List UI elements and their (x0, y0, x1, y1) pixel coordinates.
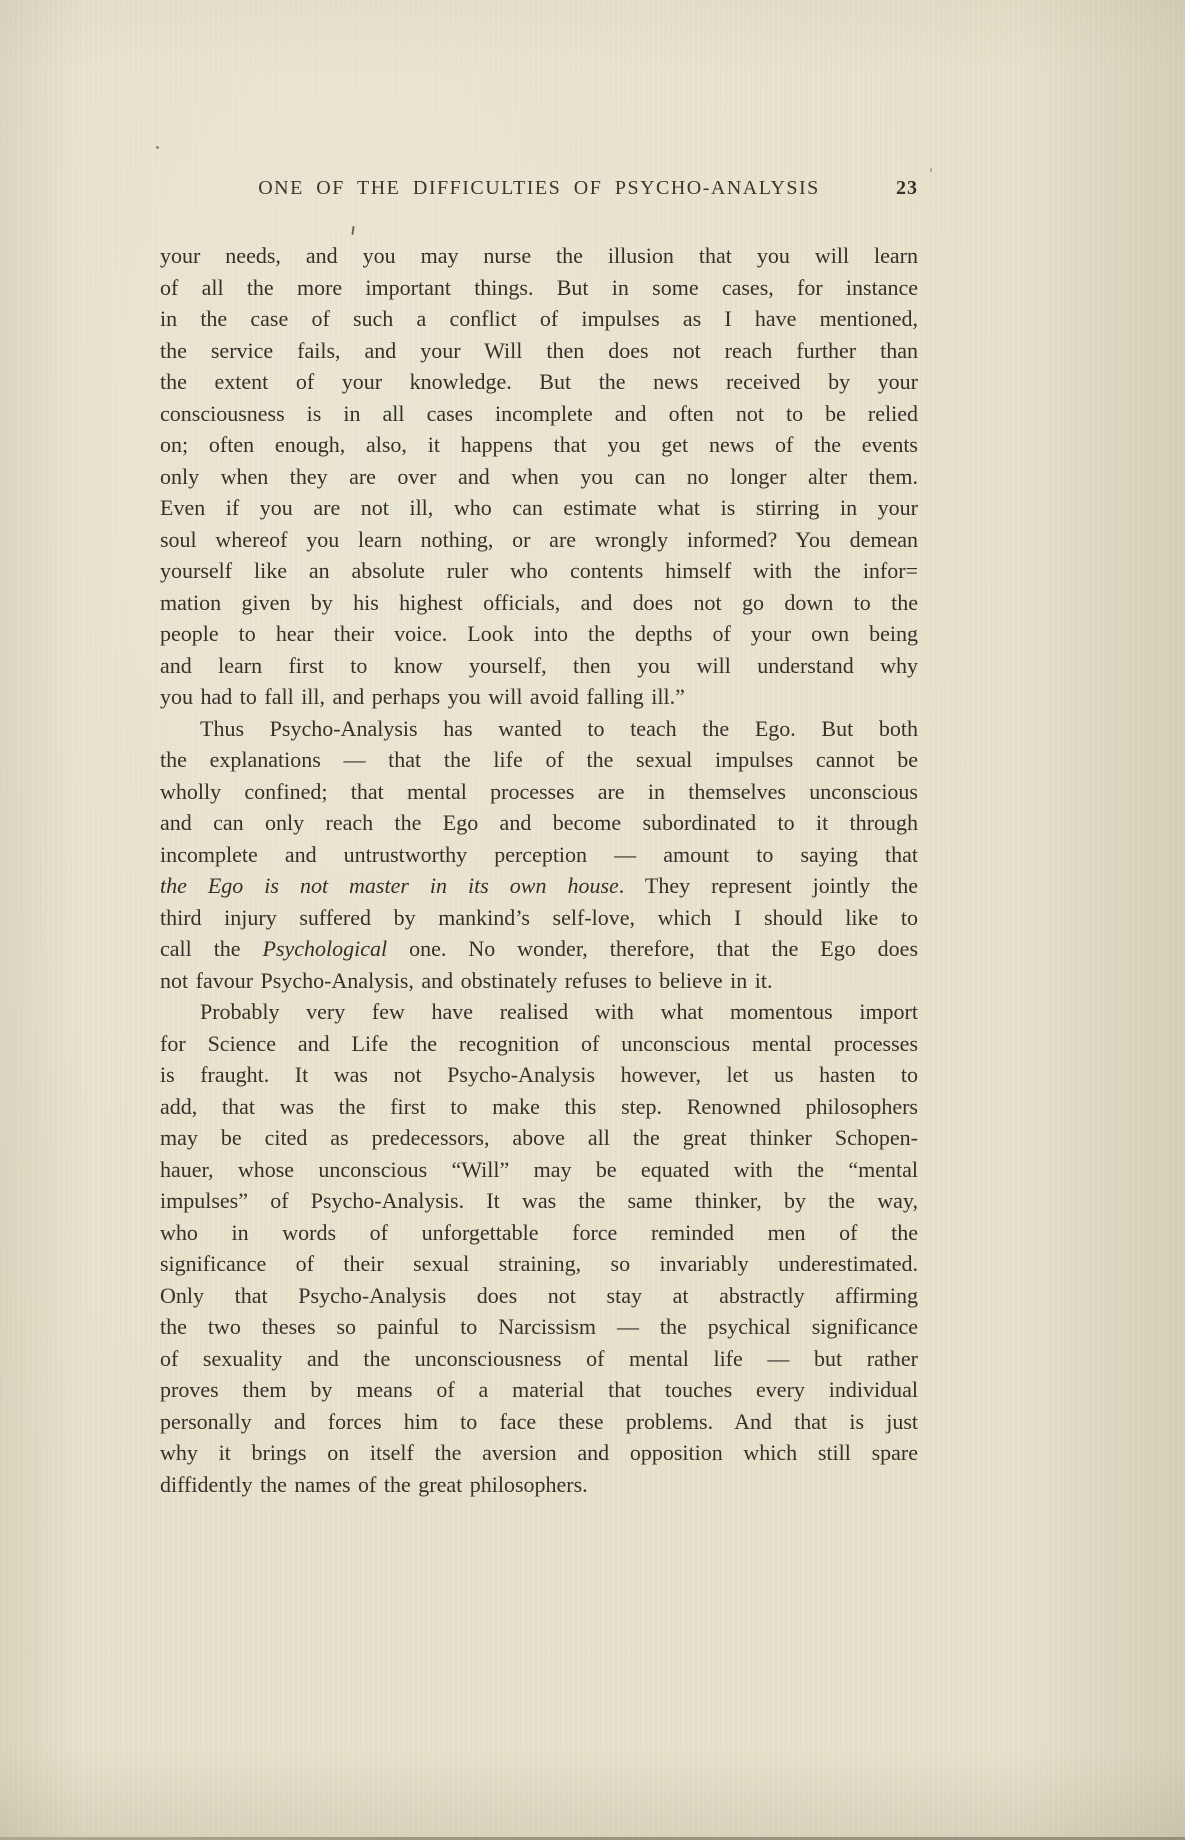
italic-text: Psychological (262, 936, 388, 961)
text-line (160, 870, 918, 902)
text-line: personally and forces him to face these problems. And that is just (160, 1408, 918, 1434)
text-line: hauer, whose unconscious “Will” may be equated with the “mental (160, 1156, 918, 1182)
text-line: is fraught. It was not Psycho-Analysis however, let us hasten to (160, 1062, 918, 1087)
text-line: and can only reach the Ego and become subordinated to it through (160, 810, 918, 835)
print-speck (930, 168, 932, 172)
text-line: people to hear their voice. Look into the depths of your own being (160, 621, 918, 646)
text-line: who in words of unforgettable force reminded men of the (160, 1219, 918, 1245)
text-line: you had to fall ill, and perhaps you will avoid falling ill.” (160, 684, 685, 709)
text-line: incomplete and untrustworthy perception — amount to saying that (160, 841, 918, 867)
print-speck (351, 226, 354, 235)
text-line: mation given by his highest officials, and does not go down to the (160, 589, 918, 615)
text-line: wholly confined; that mental processes are in themselves unconscious (160, 778, 918, 804)
text-line: significance of their sexual straining, so invariably underestimated. (160, 1251, 918, 1276)
text-line: of sexuality and the unconsciousness of mental life — but rather (160, 1345, 918, 1371)
roman-text: call the (160, 936, 263, 961)
text-line: for Science and Life the recognition of unconscious mental processes (160, 1030, 918, 1056)
text-line: may be cited as predecessors, above all the great thinker Schopen- (160, 1125, 918, 1150)
paragraph (160, 996, 918, 1500)
text-line: Thus Psycho-Analysis has wanted to teach the Ego. But both (200, 715, 918, 741)
text-line: diffidently the names of the great philosophers. (160, 1471, 588, 1497)
paragraph (160, 713, 918, 997)
text-line: proves them by means of a material that touches every individual (160, 1377, 918, 1402)
page-number: 23 (896, 177, 918, 199)
text-line: third injury suffered by mankind’s self-love, which I should like to (160, 904, 918, 930)
roman-text: one. No wonder, therefore, that the Ego does (387, 936, 918, 961)
text-line: your needs, and you may nurse the illusion that you will learn (160, 243, 918, 268)
text-line (160, 933, 918, 965)
text-line: the explanations — that the life of the sexual impulses cannot be (160, 747, 918, 772)
text-line: not favour Psycho-Analysis, and obstinately refuses to believe in it. (160, 967, 773, 993)
page-title: ONE OF THE DIFFICULTIES OF PSYCHO-ANALYSIS (258, 177, 820, 199)
text-line: Probably very few have realised with what momentous import (200, 999, 918, 1024)
text-line: add, that was the first to make this step. Renowned philosophers (160, 1093, 918, 1119)
text-line: the extent of your knowledge. But the news received by your (160, 369, 918, 394)
text-line: in the case of such a conflict of impulses as I have mentioned, (160, 306, 918, 331)
text-line: only when they are over and when you can no longer alter them. (160, 463, 918, 489)
text-line: and learn first to know yourself, then you will understand why (160, 652, 918, 678)
text-line: yourself like an absolute ruler who contents himself with the infor= (160, 558, 918, 583)
print-speck (156, 146, 159, 149)
text-line: the two theses so painful to Narcissism — the psychical significance (160, 1314, 918, 1339)
running-head (160, 176, 918, 200)
text-line: impulses” of Psycho-Analysis. It was the same thinker, by the way, (160, 1188, 918, 1213)
text-line: why it brings on itself the aversion and opposition which still spare (160, 1440, 918, 1465)
text-line: of all the more important things. But in some cases, for instance (160, 274, 918, 300)
text-line: consciousness is in all cases incomplete and often not to be relied (160, 400, 918, 426)
text-line: Only that Psycho-Analysis does not stay at abstractly affirming (160, 1282, 918, 1308)
text-line: Even if you are not ill, who can estimate what is stirring in your (160, 495, 918, 520)
text-line: the service fails, and your Will then does not reach further than (160, 337, 918, 363)
text-line: soul whereof you learn nothing, or are wrongly informed? You demean (160, 526, 918, 552)
paragraph (160, 240, 918, 713)
text-line: on; often enough, also, it happens that you get news of the events (160, 432, 918, 457)
page-body (160, 240, 918, 1500)
italic-text: the Ego is not master in its own house (160, 873, 619, 898)
roman-text: . They represent jointly the (618, 873, 918, 898)
